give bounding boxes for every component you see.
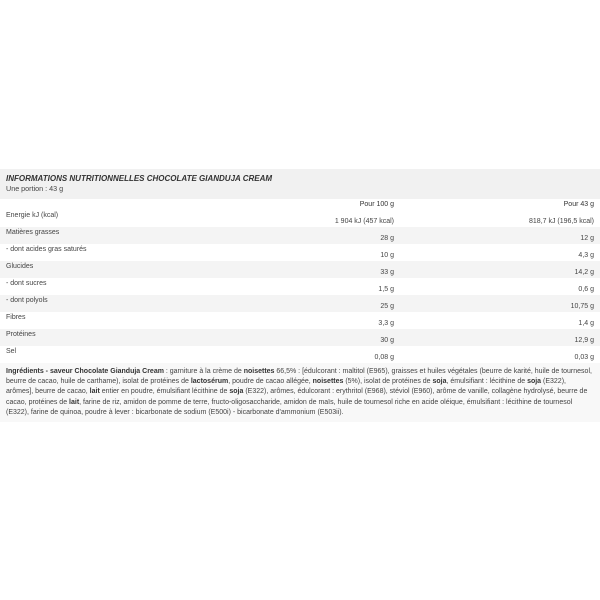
ingredient-text: (E322), arômes], beurre de cacao,	[6, 378, 566, 396]
nutrient-label: Sel	[6, 348, 17, 355]
table-row	[0, 227, 600, 244]
value-per-100g: 10 g	[380, 252, 394, 259]
ingredient-text: : garniture à la crème de	[163, 368, 244, 375]
nutrition-header	[0, 169, 600, 199]
nutrition-table	[0, 199, 600, 363]
header-per-100g: Pour 100 g	[359, 201, 394, 208]
value-per-100g: 33 g	[310, 261, 400, 278]
ingredient-text: 66,5% : [édulcorant : maltitol (E965), graisses et huiles végétales (beurre de karité, huile de tournesol, beurre de cacao, huile de carthame), isolat de protéines de	[6, 368, 592, 386]
nutrient-label: - dont sucres	[6, 280, 47, 287]
ingredient-text: , émulsifiant : lécithine de	[446, 378, 528, 386]
ingredient-highlight: noisettes	[243, 368, 275, 375]
ingredient-highlight: lactosérum	[190, 378, 229, 386]
ingredient-highlight: Ingrédients - saveur Chocolate Gianduja Cream	[6, 368, 164, 375]
table-row	[0, 346, 600, 363]
ingredient-highlight: soja	[229, 388, 244, 396]
value-per-100g: 30 g	[310, 329, 400, 346]
value-per-100g: 1,5 g	[378, 286, 394, 293]
value-per-43g: 0,03 g	[574, 354, 594, 361]
nutrient-label: Fibres	[6, 314, 26, 321]
table-row	[0, 210, 600, 227]
nutrient-label: Protéines	[0, 329, 310, 346]
nutrient-label: Energie kJ (kcal)	[6, 212, 59, 219]
table-row	[0, 244, 600, 261]
header-label-col	[0, 199, 310, 210]
ingredient-highlight: noisettes	[312, 378, 344, 386]
value-per-100g: 1 904 kJ (457 kcal)	[334, 218, 394, 225]
table-row	[0, 261, 600, 278]
nutrition-title: INFORMATIONS NUTRITIONNELLES CHOCOLATE GIANDUJA CREAM	[6, 174, 273, 183]
nutrient-label: Matières grasses	[0, 227, 310, 244]
table-row	[0, 312, 600, 329]
ingredient-highlight: lait	[89, 388, 100, 396]
value-per-43g: 10,75 g	[400, 295, 600, 312]
ingredient-text: , poudre de cacao allégée,	[228, 378, 313, 386]
value-per-43g: 4,3 g	[578, 252, 594, 259]
value-per-100g: 3,3 g	[378, 320, 394, 327]
value-per-100g: 25 g	[310, 295, 400, 312]
ingredient-highlight: soja	[527, 378, 542, 386]
value-per-100g: 28 g	[310, 227, 400, 244]
portion-size: Une portion : 43 g	[6, 184, 64, 193]
table-header-row	[0, 199, 600, 210]
value-per-43g: 12,9 g	[400, 329, 600, 346]
value-per-43g: 1,4 g	[578, 320, 594, 327]
ingredient-text: (5%), isolat de protéines de	[343, 378, 433, 386]
ingredient-highlight: soja	[432, 378, 447, 386]
value-per-43g: 0,6 g	[578, 286, 594, 293]
table-body	[0, 210, 600, 363]
table-row	[0, 329, 600, 346]
nutrient-label: Glucides	[0, 261, 310, 278]
table-row	[0, 295, 600, 312]
ingredient-text: entier en poudre, émulsifiant lécithine de	[99, 388, 230, 396]
header-per-43g: Pour 43 g	[563, 201, 594, 208]
value-per-43g: 14,2 g	[400, 261, 600, 278]
table-row	[0, 278, 600, 295]
value-per-100g: 0,08 g	[374, 354, 394, 361]
nutrient-label: - dont polyols	[0, 295, 310, 312]
nutrition-panel	[0, 169, 600, 422]
ingredients-text	[0, 363, 600, 422]
ingredient-text: , farine de riz, amidon de pomme de terre, fructo-oligosaccharide, amidon de maïs, huile de tournesol riche en acide oléique, émulsifiant : lécithine de tournesol (E322), farine de quinoa, poudre à lever : bicarbonate de sodium (E500i) - bicarbonate d'ammonium (E503ii).	[6, 398, 573, 416]
ingredient-text: (E322), arômes, édulcorant : erythritol (E968), stéviol (E960), arôme de vanille, collagène hydrolysé, beurre de cacao, protéines de	[6, 388, 588, 406]
nutrient-label: - dont acides gras saturés	[6, 246, 87, 253]
ingredient-highlight: lait	[69, 398, 80, 406]
value-per-43g: 818,7 kJ (196,5 kcal)	[529, 218, 594, 225]
value-per-43g: 12 g	[400, 227, 600, 244]
